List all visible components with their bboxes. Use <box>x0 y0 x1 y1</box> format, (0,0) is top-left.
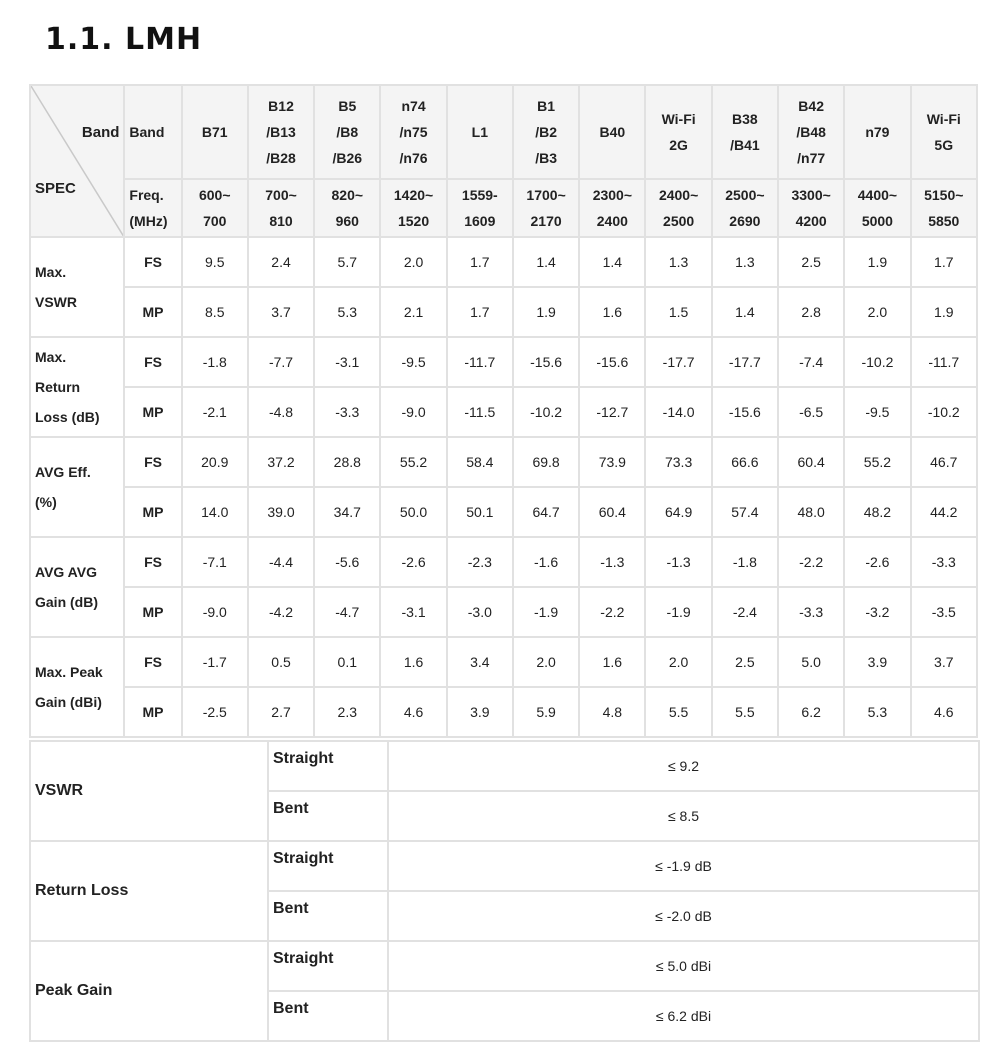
limit-value-cell: ≤ -1.9 dB <box>388 841 979 891</box>
value-cell: 60.4 <box>778 437 844 487</box>
value-cell: 44.2 <box>911 487 977 537</box>
value-cell: -9.0 <box>380 387 446 437</box>
freq-header-row <box>30 179 977 237</box>
value-cell: -1.9 <box>645 587 711 637</box>
band-header-cell: Wi-Fi 2G <box>645 85 711 179</box>
value-cell: -10.2 <box>513 387 579 437</box>
value-cell: -2.1 <box>182 387 248 437</box>
mode-cell: MP <box>124 687 181 737</box>
table-row <box>30 587 977 637</box>
condition-cell: Bent <box>268 791 388 841</box>
freq-header-cell: 1700~ 2170 <box>513 179 579 237</box>
value-cell: 2.5 <box>778 237 844 287</box>
mode-cell: FS <box>124 637 181 687</box>
value-cell: 3.7 <box>911 637 977 687</box>
value-cell: 2.8 <box>778 287 844 337</box>
value-cell: 2.0 <box>380 237 446 287</box>
band-label: Band <box>124 85 181 179</box>
value-cell: 66.6 <box>712 437 778 487</box>
value-cell: -11.7 <box>447 337 513 387</box>
value-cell: -1.3 <box>579 537 645 587</box>
value-cell: 5.0 <box>778 637 844 687</box>
band-header-cell: B12 /B13 /B28 <box>248 85 314 179</box>
value-cell: -3.1 <box>314 337 380 387</box>
value-cell: 73.9 <box>579 437 645 487</box>
freq-header-cell: 2300~ 2400 <box>579 179 645 237</box>
value-cell: 4.8 <box>579 687 645 737</box>
value-cell: -5.6 <box>314 537 380 587</box>
band-header-cell: B42 /B48 /n77 <box>778 85 844 179</box>
value-cell: 39.0 <box>248 487 314 537</box>
value-cell: -1.6 <box>513 537 579 587</box>
value-cell: 5.9 <box>513 687 579 737</box>
value-cell: 2.3 <box>314 687 380 737</box>
condition-cell: Bent <box>268 891 388 941</box>
spec-label: Max. Peak Gain (dBi) <box>30 637 124 737</box>
freq-header-cell: 5150~ 5850 <box>911 179 977 237</box>
page-title: 1.1. LMH <box>45 22 203 57</box>
value-cell: -4.7 <box>314 587 380 637</box>
value-cell: -1.9 <box>513 587 579 637</box>
limit-row <box>30 741 979 791</box>
freq-header-cell: 600~ 700 <box>182 179 248 237</box>
condition-cell: Straight <box>268 841 388 891</box>
value-cell: 55.2 <box>380 437 446 487</box>
value-cell: -15.6 <box>513 337 579 387</box>
value-cell: -2.2 <box>778 537 844 587</box>
value-cell: 55.2 <box>844 437 910 487</box>
spec-label: Max. VSWR <box>30 237 124 337</box>
value-cell: 3.9 <box>447 687 513 737</box>
mode-cell: FS <box>124 237 181 287</box>
value-cell: 2.0 <box>513 637 579 687</box>
freq-header-cell: 2400~ 2500 <box>645 179 711 237</box>
value-cell: -15.6 <box>712 387 778 437</box>
value-cell: -3.1 <box>380 587 446 637</box>
value-cell: 5.5 <box>712 687 778 737</box>
value-cell: 1.9 <box>911 287 977 337</box>
value-cell: 2.1 <box>380 287 446 337</box>
value-cell: 9.5 <box>182 237 248 287</box>
value-cell: 46.7 <box>911 437 977 487</box>
freq-header-cell: 700~ 810 <box>248 179 314 237</box>
value-cell: 2.0 <box>645 637 711 687</box>
band-header-cell: B71 <box>182 85 248 179</box>
value-cell: -3.3 <box>314 387 380 437</box>
band-header-cell: B1 /B2 /B3 <box>513 85 579 179</box>
spec-label: AVG Eff. (%) <box>30 437 124 537</box>
value-cell: -2.5 <box>182 687 248 737</box>
freq-label: Freq. (MHz) <box>124 179 181 237</box>
value-cell: 1.4 <box>579 237 645 287</box>
diagonal-line <box>31 86 123 236</box>
table-row <box>30 687 977 737</box>
value-cell: 1.9 <box>513 287 579 337</box>
band-header-cell: n79 <box>844 85 910 179</box>
value-cell: -2.2 <box>579 587 645 637</box>
table-row <box>30 287 977 337</box>
value-cell: 2.0 <box>844 287 910 337</box>
value-cell: 28.8 <box>314 437 380 487</box>
freq-header-cell: 1559- 1609 <box>447 179 513 237</box>
value-cell: -1.8 <box>182 337 248 387</box>
value-cell: 2.5 <box>712 637 778 687</box>
value-cell: 3.7 <box>248 287 314 337</box>
value-cell: 1.9 <box>844 237 910 287</box>
value-cell: -4.4 <box>248 537 314 587</box>
value-cell: -7.1 <box>182 537 248 587</box>
value-cell: 5.7 <box>314 237 380 287</box>
value-cell: -3.3 <box>911 537 977 587</box>
value-cell: -9.5 <box>380 337 446 387</box>
limit-label: VSWR <box>30 741 268 841</box>
condition-cell: Straight <box>268 941 388 991</box>
value-cell: 8.5 <box>182 287 248 337</box>
value-cell: 73.3 <box>645 437 711 487</box>
value-cell: -17.7 <box>645 337 711 387</box>
value-cell: 1.6 <box>579 287 645 337</box>
corner-spec-label: SPEC <box>35 180 76 197</box>
value-cell: 2.7 <box>248 687 314 737</box>
value-cell: 14.0 <box>182 487 248 537</box>
value-cell: -2.3 <box>447 537 513 587</box>
mode-cell: MP <box>124 287 181 337</box>
value-cell: -6.5 <box>778 387 844 437</box>
limit-value-cell: ≤ 8.5 <box>388 791 979 841</box>
band-header-cell: L1 <box>447 85 513 179</box>
value-cell: 57.4 <box>712 487 778 537</box>
value-cell: 50.1 <box>447 487 513 537</box>
value-cell: -1.7 <box>182 637 248 687</box>
value-cell: -2.4 <box>712 587 778 637</box>
value-cell: 3.4 <box>447 637 513 687</box>
value-cell: -17.7 <box>712 337 778 387</box>
spec-label: Max. Return Loss (dB) <box>30 337 124 437</box>
value-cell: -4.8 <box>248 387 314 437</box>
value-cell: 69.8 <box>513 437 579 487</box>
value-cell: 0.5 <box>248 637 314 687</box>
value-cell: -1.8 <box>712 537 778 587</box>
value-cell: 2.4 <box>248 237 314 287</box>
limits-table <box>29 740 980 1042</box>
value-cell: -3.2 <box>844 587 910 637</box>
value-cell: 58.4 <box>447 437 513 487</box>
value-cell: 1.3 <box>712 237 778 287</box>
limit-value-cell: ≤ 5.0 dBi <box>388 941 979 991</box>
value-cell: 1.6 <box>579 637 645 687</box>
freq-header-cell: 4400~ 5000 <box>844 179 910 237</box>
value-cell: 50.0 <box>380 487 446 537</box>
value-cell: 5.3 <box>844 687 910 737</box>
value-cell: 34.7 <box>314 487 380 537</box>
value-cell: 64.9 <box>645 487 711 537</box>
mode-cell: FS <box>124 537 181 587</box>
value-cell: 1.4 <box>712 287 778 337</box>
value-cell: -10.2 <box>911 387 977 437</box>
limit-row <box>30 841 979 891</box>
value-cell: -11.5 <box>447 387 513 437</box>
value-cell: 1.7 <box>447 287 513 337</box>
freq-header-cell: 820~ 960 <box>314 179 380 237</box>
value-cell: 1.4 <box>513 237 579 287</box>
mode-cell: MP <box>124 587 181 637</box>
value-cell: 1.7 <box>911 237 977 287</box>
condition-cell: Bent <box>268 991 388 1041</box>
value-cell: 1.5 <box>645 287 711 337</box>
value-cell: 6.2 <box>778 687 844 737</box>
limit-label: Return Loss <box>30 841 268 941</box>
limit-value-cell: ≤ 9.2 <box>388 741 979 791</box>
corner-band-label: Band <box>81 124 120 141</box>
freq-header-cell: 2500~ 2690 <box>712 179 778 237</box>
mode-cell: MP <box>124 487 181 537</box>
spec-table <box>29 84 978 738</box>
value-cell: 5.3 <box>314 287 380 337</box>
value-cell: -10.2 <box>844 337 910 387</box>
value-cell: 1.3 <box>645 237 711 287</box>
value-cell: 20.9 <box>182 437 248 487</box>
value-cell: -11.7 <box>911 337 977 387</box>
table-row <box>30 337 977 387</box>
value-cell: 48.0 <box>778 487 844 537</box>
freq-header-cell: 1420~ 1520 <box>380 179 446 237</box>
value-cell: -9.5 <box>844 387 910 437</box>
value-cell: -2.6 <box>380 537 446 587</box>
value-cell: -12.7 <box>579 387 645 437</box>
value-cell: -14.0 <box>645 387 711 437</box>
value-cell: -4.2 <box>248 587 314 637</box>
value-cell: 4.6 <box>380 687 446 737</box>
value-cell: 64.7 <box>513 487 579 537</box>
value-cell: 3.9 <box>844 637 910 687</box>
value-cell: 5.5 <box>645 687 711 737</box>
value-cell: -3.3 <box>778 587 844 637</box>
mode-cell: FS <box>124 437 181 487</box>
value-cell: 60.4 <box>579 487 645 537</box>
table-row <box>30 487 977 537</box>
limit-label: Peak Gain <box>30 941 268 1041</box>
limit-value-cell: ≤ -2.0 dB <box>388 891 979 941</box>
mode-cell: MP <box>124 387 181 437</box>
value-cell: -9.0 <box>182 587 248 637</box>
value-cell: 4.6 <box>911 687 977 737</box>
table-row <box>30 537 977 587</box>
condition-cell: Straight <box>268 741 388 791</box>
value-cell: 48.2 <box>844 487 910 537</box>
band-header-cell: B40 <box>579 85 645 179</box>
band-header-cell: B5 /B8 /B26 <box>314 85 380 179</box>
limit-row <box>30 941 979 991</box>
value-cell: -7.7 <box>248 337 314 387</box>
freq-header-cell: 3300~ 4200 <box>778 179 844 237</box>
corner-cell <box>30 85 124 237</box>
band-header-cell: B38 /B41 <box>712 85 778 179</box>
value-cell: 0.1 <box>314 637 380 687</box>
table-row <box>30 437 977 487</box>
limit-value-cell: ≤ 6.2 dBi <box>388 991 979 1041</box>
value-cell: -15.6 <box>579 337 645 387</box>
value-cell: 37.2 <box>248 437 314 487</box>
table-row <box>30 637 977 687</box>
value-cell: -7.4 <box>778 337 844 387</box>
spec-label: AVG AVG Gain (dB) <box>30 537 124 637</box>
table-row <box>30 387 977 437</box>
value-cell: -3.0 <box>447 587 513 637</box>
table-row <box>30 237 977 287</box>
band-header-cell: Wi-Fi 5G <box>911 85 977 179</box>
value-cell: -2.6 <box>844 537 910 587</box>
value-cell: 1.7 <box>447 237 513 287</box>
mode-cell: FS <box>124 337 181 387</box>
band-header-cell: n74 /n75 /n76 <box>380 85 446 179</box>
band-header-row <box>30 85 977 179</box>
value-cell: -1.3 <box>645 537 711 587</box>
value-cell: -3.5 <box>911 587 977 637</box>
value-cell: 1.6 <box>380 637 446 687</box>
